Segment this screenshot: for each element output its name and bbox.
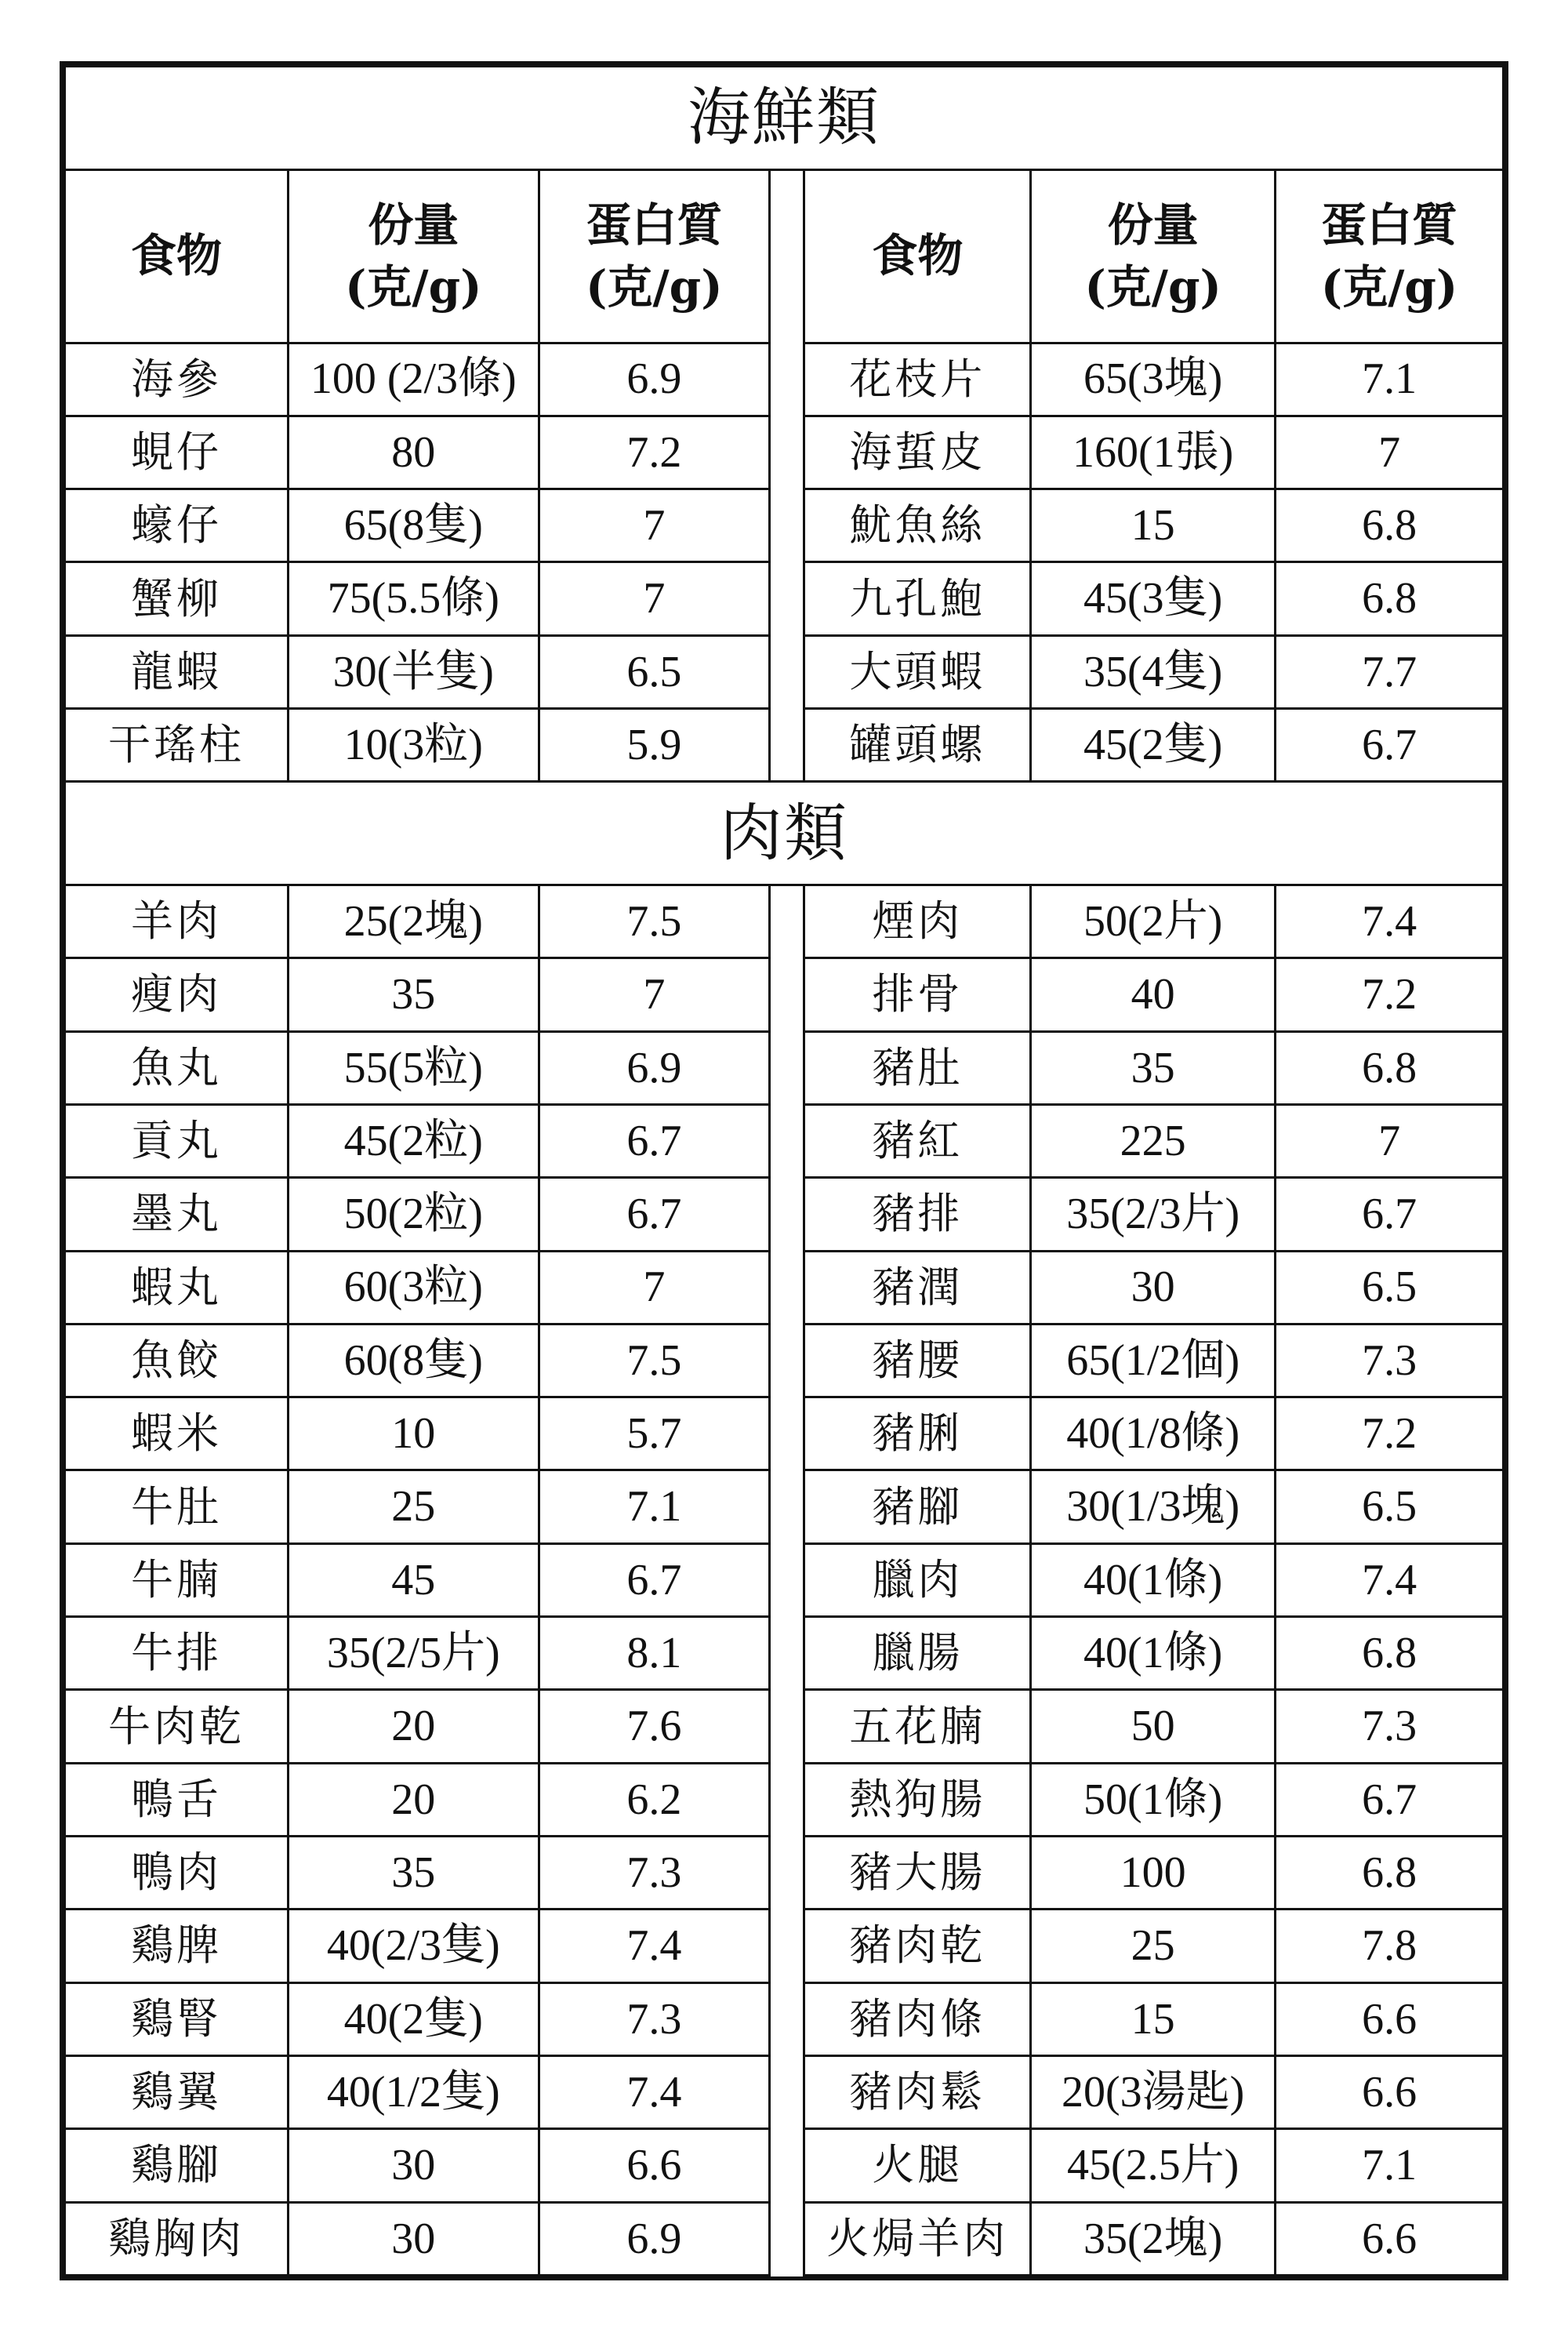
meat-right-protein-cell: 6.8 — [1276, 1837, 1504, 1910]
meat-left-portion-cell: 45(2粒) — [288, 1104, 539, 1177]
meat-left-food-cell: 鷄胸肉 — [65, 2202, 289, 2275]
column-gap — [770, 709, 804, 782]
seafood-right-food-cell: 海蜇皮 — [804, 416, 1031, 489]
meat-table-row — [65, 2055, 1504, 2128]
meat-left-portion-cell: 35 — [288, 958, 539, 1031]
meat-table-row — [65, 1617, 1504, 1690]
seafood-left-portion-cell: 30(半隻) — [288, 635, 539, 708]
meat-right-food-cell: 豬肉乾 — [804, 1910, 1031, 1982]
seafood-right-portion-cell: 45(2隻) — [1031, 709, 1276, 782]
meat-table-row — [65, 885, 1504, 957]
meat-right-portion-cell: 40(1條) — [1031, 1617, 1276, 1690]
meat-right-protein-cell: 7.3 — [1276, 1324, 1504, 1397]
seafood-left-portion-cell: 75(5.5條) — [288, 562, 539, 635]
meat-table-row — [65, 1104, 1504, 1177]
meat-left-protein-cell: 8.1 — [539, 1617, 770, 1690]
column-gap — [770, 1543, 804, 1616]
seafood-right-food-cell: 花枝片 — [804, 343, 1031, 416]
meat-left-portion-cell: 35(2/5片) — [288, 1617, 539, 1690]
column-gap — [770, 1324, 804, 1397]
seafood-right-food-cell: 罐頭螺 — [804, 709, 1031, 782]
seafood-right-portion-cell: 15 — [1031, 489, 1276, 562]
meat-right-food-cell: 五花腩 — [804, 1690, 1031, 1763]
meat-left-portion-cell: 10 — [288, 1397, 539, 1470]
meat-right-food-cell: 豬腳 — [804, 1470, 1031, 1543]
header-protein-line2: (克/g) — [1320, 260, 1458, 314]
meat-left-portion-cell: 30 — [288, 2129, 539, 2202]
column-gap — [770, 1617, 804, 1690]
meat-left-portion-cell: 25(2塊) — [288, 885, 539, 957]
meat-left-food-cell: 鴨舌 — [65, 1763, 289, 1836]
meat-left-protein-cell: 7.4 — [539, 1910, 770, 1982]
meat-right-food-cell: 排骨 — [804, 958, 1031, 1031]
meat-right-food-cell: 豬潤 — [804, 1251, 1031, 1324]
seafood-right-food-cell: 九孔鮑 — [804, 562, 1031, 635]
meat-left-food-cell: 蝦丸 — [65, 1251, 289, 1324]
header-protein-line2: (克/g) — [586, 260, 723, 314]
meat-right-portion-cell: 35(2塊) — [1031, 2202, 1276, 2275]
meat-right-food-cell: 豬腰 — [804, 1324, 1031, 1397]
meat-right-portion-cell: 25 — [1031, 1910, 1276, 1982]
meat-table-row — [65, 2202, 1504, 2275]
meat-title: 肉類 — [65, 782, 1504, 885]
meat-table-row — [65, 1763, 1504, 1836]
meat-title-row — [65, 782, 1504, 885]
column-gap — [770, 1178, 804, 1251]
meat-left-protein-cell: 7 — [539, 1251, 770, 1324]
meat-left-portion-cell: 40(2/3隻) — [288, 1910, 539, 1982]
column-gap — [770, 169, 804, 343]
seafood-left-protein-cell: 6.5 — [539, 635, 770, 708]
meat-right-portion-cell: 45(2.5片) — [1031, 2129, 1276, 2202]
seafood-table-row — [65, 343, 1504, 416]
header-portion-left — [288, 169, 539, 343]
column-gap — [770, 1982, 804, 2055]
seafood-left-portion-cell: 10(3粒) — [288, 709, 539, 782]
meat-right-protein-cell: 6.5 — [1276, 1470, 1504, 1543]
meat-right-protein-cell: 6.8 — [1276, 1031, 1504, 1104]
seafood-right-protein-cell: 6.8 — [1276, 489, 1504, 562]
column-gap — [770, 1104, 804, 1177]
seafood-table-row — [65, 489, 1504, 562]
meat-right-portion-cell: 15 — [1031, 1982, 1276, 2055]
seafood-left-food-cell: 蜆仔 — [65, 416, 289, 489]
column-gap — [770, 1470, 804, 1543]
meat-right-food-cell: 豬大腸 — [804, 1837, 1031, 1910]
meat-right-protein-cell: 6.8 — [1276, 1617, 1504, 1690]
seafood-right-portion-cell: 65(3塊) — [1031, 343, 1276, 416]
meat-left-food-cell: 鷄翼 — [65, 2055, 289, 2128]
header-row — [65, 169, 1504, 343]
header-protein-line1: 蛋白質 — [586, 198, 723, 253]
seafood-right-food-cell: 魷魚絲 — [804, 489, 1031, 562]
meat-right-protein-cell: 7.8 — [1276, 1910, 1504, 1982]
meat-left-protein-cell: 6.9 — [539, 2202, 770, 2275]
column-gap — [770, 1397, 804, 1470]
seafood-right-protein-cell: 7.7 — [1276, 635, 1504, 708]
meat-right-protein-cell: 6.5 — [1276, 1251, 1504, 1324]
seafood-left-food-cell: 龍蝦 — [65, 635, 289, 708]
protein-table — [64, 65, 1504, 2277]
meat-table-row — [65, 1837, 1504, 1910]
meat-right-protein-cell: 7.3 — [1276, 1690, 1504, 1763]
meat-left-protein-cell: 7.3 — [539, 1982, 770, 2055]
column-gap — [770, 1251, 804, 1324]
meat-right-food-cell: 火腿 — [804, 2129, 1031, 2202]
table-body — [65, 67, 1504, 2276]
meat-right-protein-cell: 7.2 — [1276, 958, 1504, 1031]
meat-left-protein-cell: 7.4 — [539, 2055, 770, 2128]
meat-left-protein-cell: 7.3 — [539, 1837, 770, 1910]
meat-table-row — [65, 1543, 1504, 1616]
column-gap — [770, 416, 804, 489]
meat-left-protein-cell: 6.7 — [539, 1104, 770, 1177]
seafood-title-row — [65, 67, 1504, 170]
seafood-right-portion-cell: 35(4隻) — [1031, 635, 1276, 708]
meat-right-portion-cell: 50(1條) — [1031, 1763, 1276, 1836]
meat-left-food-cell: 鴨肉 — [65, 1837, 289, 1910]
header-protein-line1: 蛋白質 — [1321, 198, 1458, 253]
meat-right-food-cell: 豬肉條 — [804, 1982, 1031, 2055]
column-gap — [770, 885, 804, 957]
meat-right-protein-cell: 7.2 — [1276, 1397, 1504, 1470]
seafood-right-food-cell: 大頭蝦 — [804, 635, 1031, 708]
column-gap — [770, 2055, 804, 2128]
meat-table-row — [65, 1251, 1504, 1324]
meat-left-food-cell: 鷄腎 — [65, 1982, 289, 2055]
meat-left-food-cell: 牛排 — [65, 1617, 289, 1690]
meat-right-portion-cell: 225 — [1031, 1104, 1276, 1177]
meat-table-row — [65, 958, 1504, 1031]
column-gap — [770, 2129, 804, 2202]
seafood-right-portion-cell: 160(1張) — [1031, 416, 1276, 489]
meat-left-food-cell: 魚餃 — [65, 1324, 289, 1397]
meat-right-portion-cell: 40(1條) — [1031, 1543, 1276, 1616]
meat-left-food-cell: 鷄脾 — [65, 1910, 289, 1982]
meat-left-protein-cell: 6.9 — [539, 1031, 770, 1104]
meat-right-food-cell: 臘肉 — [804, 1543, 1031, 1616]
meat-right-portion-cell: 100 — [1031, 1837, 1276, 1910]
meat-table-row — [65, 1982, 1504, 2055]
header-portion-right — [1031, 169, 1276, 343]
header-portion-line1: 份量 — [368, 198, 459, 253]
meat-left-portion-cell: 40(1/2隻) — [288, 2055, 539, 2128]
meat-left-food-cell: 瘦肉 — [65, 958, 289, 1031]
meat-right-portion-cell: 30(1/3塊) — [1031, 1470, 1276, 1543]
meat-left-food-cell: 墨丸 — [65, 1178, 289, 1251]
meat-table-row — [65, 1470, 1504, 1543]
meat-left-portion-cell: 25 — [288, 1470, 539, 1543]
seafood-left-protein-cell: 6.9 — [539, 343, 770, 416]
header-portion-line2: (克/g) — [1084, 260, 1221, 314]
meat-left-portion-cell: 30 — [288, 2202, 539, 2275]
meat-left-protein-cell: 5.7 — [539, 1397, 770, 1470]
meat-left-protein-cell: 7.5 — [539, 885, 770, 957]
meat-left-food-cell: 牛肉乾 — [65, 1690, 289, 1763]
column-gap — [770, 1031, 804, 1104]
meat-left-food-cell: 蝦米 — [65, 1397, 289, 1470]
seafood-left-food-cell: 蟹柳 — [65, 562, 289, 635]
header-protein-left — [539, 169, 770, 343]
meat-left-portion-cell: 60(8隻) — [288, 1324, 539, 1397]
header-protein-right — [1276, 169, 1504, 343]
column-gap — [770, 343, 804, 416]
seafood-table-row — [65, 416, 1504, 489]
meat-right-food-cell: 豬肚 — [804, 1031, 1031, 1104]
meat-right-portion-cell: 20(3湯匙) — [1031, 2055, 1276, 2128]
column-gap — [770, 635, 804, 708]
meat-right-food-cell: 煙肉 — [804, 885, 1031, 957]
meat-left-portion-cell: 40(2隻) — [288, 1982, 539, 2055]
protein-table-sheet — [60, 61, 1508, 2280]
meat-right-portion-cell: 40 — [1031, 958, 1276, 1031]
seafood-table-row — [65, 635, 1504, 708]
meat-left-protein-cell: 6.7 — [539, 1178, 770, 1251]
seafood-right-protein-cell: 7 — [1276, 416, 1504, 489]
meat-right-protein-cell: 6.6 — [1276, 2055, 1504, 2128]
meat-right-protein-cell: 6.6 — [1276, 2202, 1504, 2275]
meat-right-portion-cell: 35(2/3片) — [1031, 1178, 1276, 1251]
meat-right-protein-cell: 7 — [1276, 1104, 1504, 1177]
meat-right-protein-cell: 7.4 — [1276, 885, 1504, 957]
meat-left-portion-cell: 50(2粒) — [288, 1178, 539, 1251]
meat-right-portion-cell: 35 — [1031, 1031, 1276, 1104]
meat-right-food-cell: 豬脷 — [804, 1397, 1031, 1470]
meat-left-protein-cell: 7.6 — [539, 1690, 770, 1763]
seafood-left-portion-cell: 65(8隻) — [288, 489, 539, 562]
meat-left-portion-cell: 60(3粒) — [288, 1251, 539, 1324]
meat-right-food-cell: 火焗羊肉 — [804, 2202, 1031, 2275]
meat-left-portion-cell: 35 — [288, 1837, 539, 1910]
meat-left-portion-cell: 20 — [288, 1690, 539, 1763]
meat-left-protein-cell: 6.2 — [539, 1763, 770, 1836]
meat-left-protein-cell: 7.5 — [539, 1324, 770, 1397]
seafood-title: 海鮮類 — [65, 67, 1504, 170]
meat-right-food-cell: 豬紅 — [804, 1104, 1031, 1177]
meat-left-food-cell: 鷄腳 — [65, 2129, 289, 2202]
meat-right-portion-cell: 30 — [1031, 1251, 1276, 1324]
meat-right-portion-cell: 65(1/2個) — [1031, 1324, 1276, 1397]
meat-left-food-cell: 貢丸 — [65, 1104, 289, 1177]
seafood-right-portion-cell: 45(3隻) — [1031, 562, 1276, 635]
meat-right-protein-cell: 6.6 — [1276, 1982, 1504, 2055]
meat-right-food-cell: 豬排 — [804, 1178, 1031, 1251]
meat-left-food-cell: 魚丸 — [65, 1031, 289, 1104]
meat-right-food-cell: 豬肉鬆 — [804, 2055, 1031, 2128]
seafood-left-portion-cell: 100 (2/3條) — [288, 343, 539, 416]
meat-right-protein-cell: 6.7 — [1276, 1763, 1504, 1836]
seafood-right-protein-cell: 7.1 — [1276, 343, 1504, 416]
meat-left-protein-cell: 6.7 — [539, 1543, 770, 1616]
meat-left-food-cell: 牛腩 — [65, 1543, 289, 1616]
meat-left-portion-cell: 55(5粒) — [288, 1031, 539, 1104]
meat-table-row — [65, 2129, 1504, 2202]
seafood-left-food-cell: 海參 — [65, 343, 289, 416]
header-portion-line2: (克/g) — [344, 260, 482, 314]
meat-right-food-cell: 熱狗腸 — [804, 1763, 1031, 1836]
seafood-left-protein-cell: 5.9 — [539, 709, 770, 782]
seafood-left-food-cell: 蠔仔 — [65, 489, 289, 562]
column-gap — [770, 1690, 804, 1763]
column-gap — [770, 958, 804, 1031]
meat-left-portion-cell: 45 — [288, 1543, 539, 1616]
meat-table-row — [65, 1910, 1504, 1982]
meat-table-row — [65, 1397, 1504, 1470]
column-gap — [770, 2202, 804, 2275]
meat-table-row — [65, 1031, 1504, 1104]
meat-right-protein-cell: 6.7 — [1276, 1178, 1504, 1251]
seafood-left-protein-cell: 7 — [539, 489, 770, 562]
meat-table-row — [65, 1324, 1504, 1397]
meat-left-protein-cell: 7 — [539, 958, 770, 1031]
meat-right-food-cell: 臘腸 — [804, 1617, 1031, 1690]
meat-right-protein-cell: 7.4 — [1276, 1543, 1504, 1616]
meat-left-protein-cell: 7.1 — [539, 1470, 770, 1543]
meat-left-food-cell: 牛肚 — [65, 1470, 289, 1543]
seafood-left-protein-cell: 7.2 — [539, 416, 770, 489]
seafood-left-food-cell: 干瑤柱 — [65, 709, 289, 782]
header-portion-line1: 份量 — [1107, 198, 1199, 253]
seafood-left-portion-cell: 80 — [288, 416, 539, 489]
meat-table-row — [65, 1178, 1504, 1251]
header-food-left: 食物 — [65, 169, 289, 343]
seafood-table-row — [65, 562, 1504, 635]
seafood-left-protein-cell: 7 — [539, 562, 770, 635]
meat-right-portion-cell: 50(2片) — [1031, 885, 1276, 957]
meat-right-portion-cell: 40(1/8條) — [1031, 1397, 1276, 1470]
column-gap — [770, 562, 804, 635]
seafood-table-row — [65, 709, 1504, 782]
column-gap — [770, 1763, 804, 1836]
meat-right-portion-cell: 50 — [1031, 1690, 1276, 1763]
seafood-right-protein-cell: 6.8 — [1276, 562, 1504, 635]
meat-table-row — [65, 1690, 1504, 1763]
column-gap — [770, 1837, 804, 1910]
meat-left-portion-cell: 20 — [288, 1763, 539, 1836]
header-food-right: 食物 — [804, 169, 1031, 343]
meat-left-food-cell: 羊肉 — [65, 885, 289, 957]
meat-right-protein-cell: 7.1 — [1276, 2129, 1504, 2202]
seafood-right-protein-cell: 6.7 — [1276, 709, 1504, 782]
meat-left-protein-cell: 6.6 — [539, 2129, 770, 2202]
column-gap — [770, 1910, 804, 1982]
column-gap — [770, 489, 804, 562]
